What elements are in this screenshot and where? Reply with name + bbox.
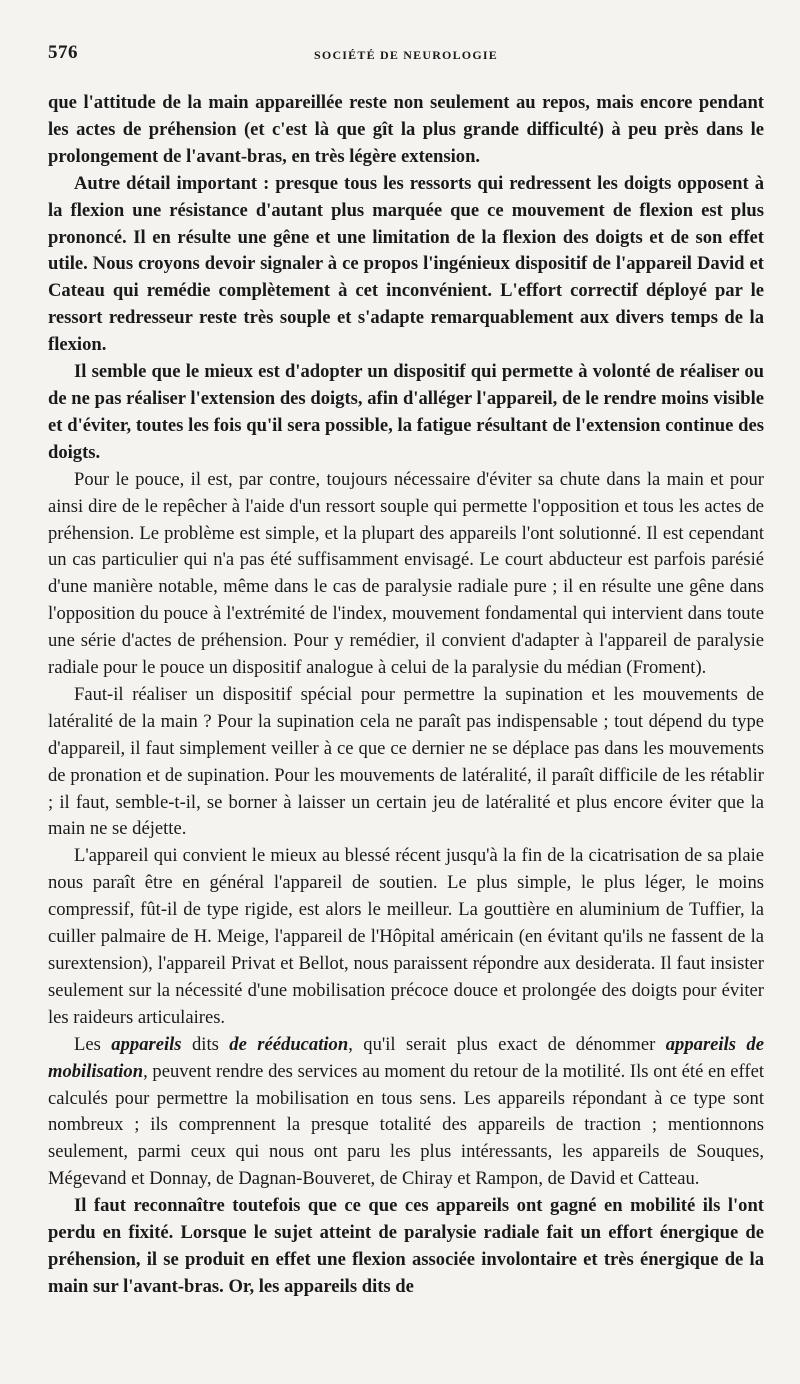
paragraph-7-text-1: Les [74,1033,112,1055]
paragraph-7-italic-1: appareils [111,1033,182,1055]
paragraph-1: que l'attitude de la main appareillée reste non seulement au repos, mais encore pendant les actes de préhension (et c'est là que gît la plus grande difficulté) à peu près dans le prolongement de l'avant-bras, en très légère extension. [48,92,764,167]
running-title: SOCIÉTÉ DE NEUROLOGIE [314,48,498,62]
paragraph-7-text-2: dits [181,1033,230,1055]
running-head [48,40,764,70]
paragraph-4: Pour le pouce, il est, par contre, toujours nécessaire d'éviter sa chute dans la main et pour ainsi dire de le repêcher à l'aide d'un ressort souple qui permette l'opposition et tous les actes de préhension. Le problème est simple, et la plupart des appareils l'ont solutionné. Il est cependant un cas particulier qui n'a pas été suffisamment envisagé. Le court abducteur est parfois parésié d'une manière notable, même dans le cas de paralysie radiale pure ; il en résulte une gêne dans l'opposition du pouce à l'extrémité de l'index, mouvement fondamental qui intervient dans toute une série d'actes de préhension. Pour y remédier, il convient d'adapter à l'appareil de paralysie radiale pour le pouce un dispositif analogue à celui de la paralysie du médian (Froment). [48,468,764,679]
paragraph-7-italic-3: appareils de mobilisation [48,1033,764,1082]
paragraph-2: Autre détail important : presque tous les ressorts qui redressent les doigts opposent à la flexion une résistance d'autant plus marquée que ce mouvement de flexion est plus prononcé. Il en résulte une gêne et une limitation de la flexion des doigts et de son effet utile. Nous croyons devoir signaler à ce propos l'ingénieux dispositif de l'appareil David et Cateau qui remédie complètement à cet inconvénient. L'effort correctif déployé par le ressort redresseur reste très souple et s'adapte remarquablement aux divers temps de la flexion. [48,172,764,356]
paragraph-7-text-3: , qu'il serait plus exact de dénommer [348,1033,666,1055]
paragraph-8: Il faut reconnaître toutefois que ce que ces appareils ont gagné en mobilité ils l'ont perdu en fixité. Lorsque le sujet atteint de paralysie radiale fait un effort énergique de préhension, il se produit en effet une flexion associée involontaire et très énergique de la main sur l'avant-bras. Or, les appareils dits de [48,1195,764,1297]
body-text [48,90,764,1301]
page [48,40,764,1301]
paragraph-7-italic-2: de rééducation [229,1033,349,1055]
paragraph-5: Faut-il réaliser un dispositif spécial pour permettre la supination et les mouvements de latéralité de la main ? Pour la supination cela ne paraît pas indispensable ; tout dépend du type d'appareil, il faut simplement veiller à ce que ce dernier ne se déplace pas dans les mouvements de pronation et de supination. Pour les mouvements de latéralité, il paraît difficile de les rétablir ; il faut, semble-t-il, se borner à laisser un certain jeu de latéralité et plus encore éviter que la main ne se déjette. [48,683,764,840]
paragraph-6: L'appareil qui convient le mieux au blessé récent jusqu'à la fin de la cicatrisation de sa plaie nous paraît être en général l'appareil de soutien. Le plus simple, le plus léger, le moins compressif, fût-il de type rigide, est alors le meilleur. La gouttière en aluminium de Tuffier, la cuiller palmaire de H. Meige, l'appareil de l'Hôpital américain (en évitant qu'ils ne fassent de la surextension), l'appareil Privat et Bellot, nous paraissent répondre aux desiderata. Il faut insister seulement sur la nécessité d'une mobilisation précoce douce et prolongée des doigts pour éviter les raideurs articulaires. [48,845,764,1028]
paragraph-3: Il semble que le mieux est d'adopter un dispositif qui permette à volonté de réaliser ou de ne pas réaliser l'extension des doigts, afin d'alléger l'appareil, de le rendre moins visible et d'éviter, toutes les fois qu'il sera possible, la fatigue résultant de l'extension continue des doigts. [48,361,764,463]
page-number: 576 [48,42,78,63]
paragraph-7 [48,1032,764,1193]
paragraph-7-text-4: , peuvent rendre des services au moment du retour de la motilité. Ils ont été en effet calculés pour permettre la mobilisation en tous sens. Les appareils répondant à ce type sont nombreux ; ils comprennent la presque totalité des appareils de traction ; mentionnons seulement, parmi ceux qui nous ont paru les plus intéressants, les appareils de Souques, Mégevand et Donnay, de Dagnan-Bouveret, de Chiray et Rampon, de David et Catteau. [48,1060,764,1190]
